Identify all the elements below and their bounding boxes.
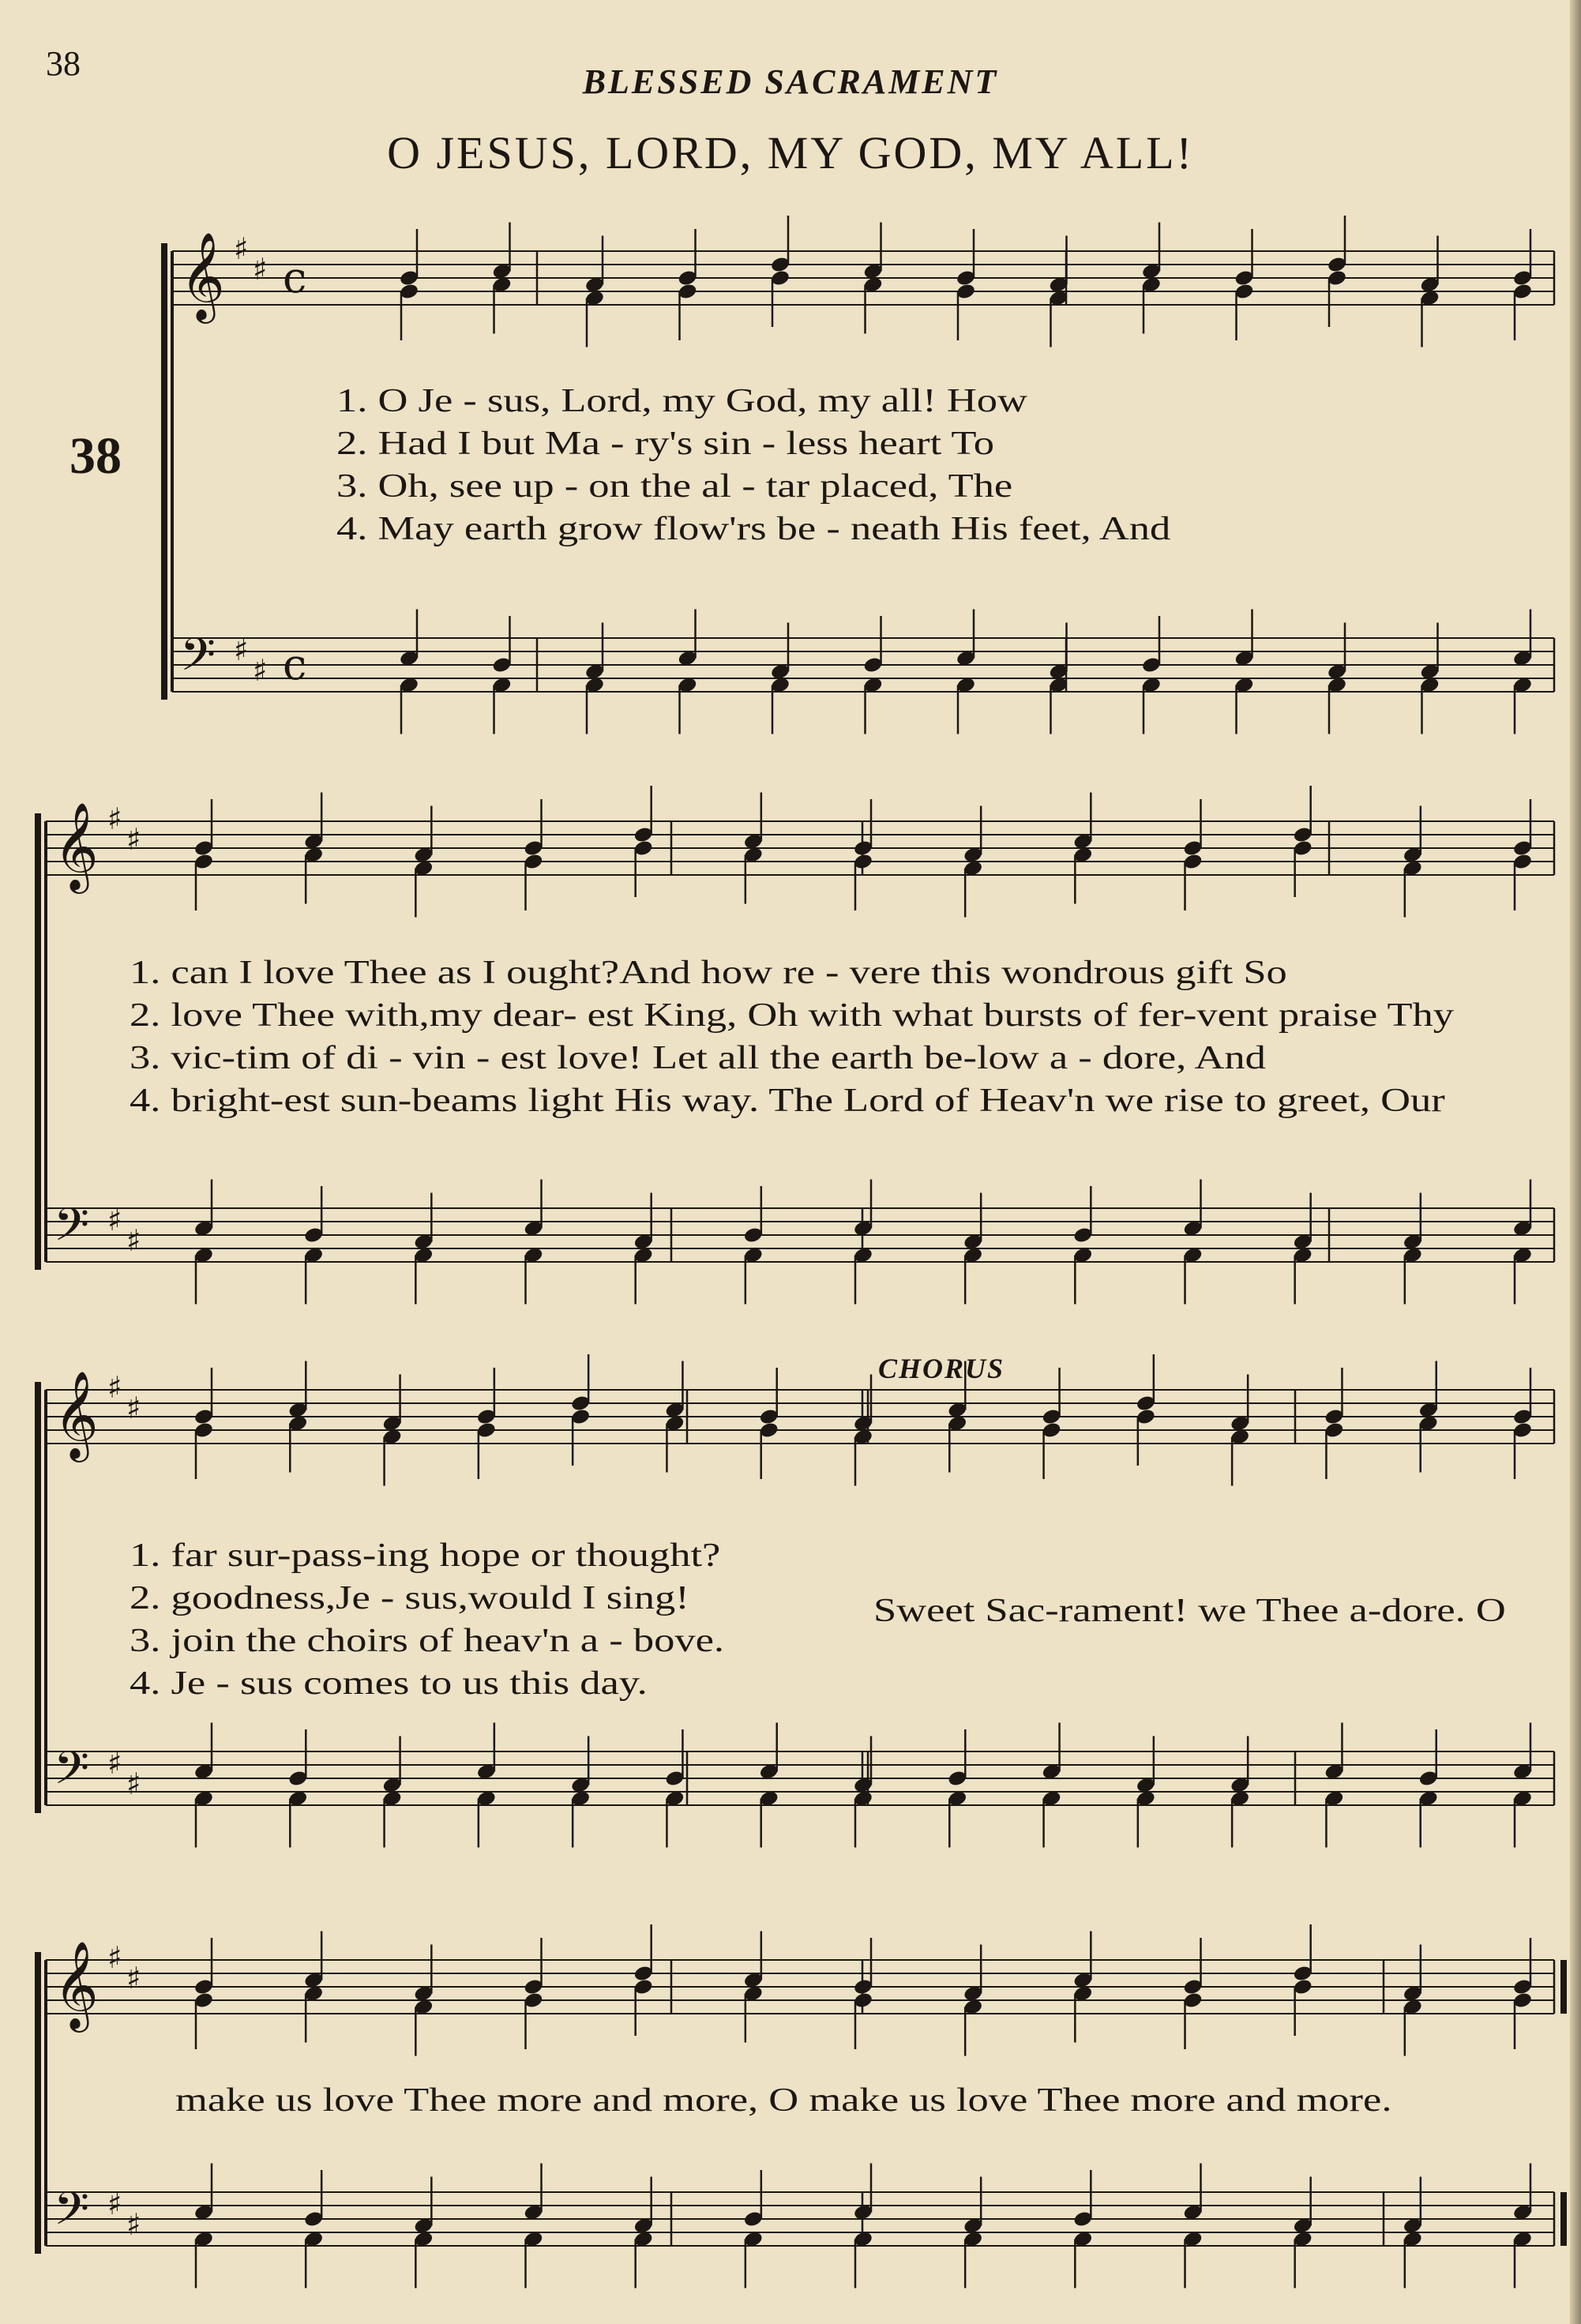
sharp-icon: ♯ <box>234 231 249 266</box>
sharp-icon: ♯ <box>107 1370 122 1405</box>
treble-clef-icon: 𝄞 <box>54 1940 99 2029</box>
bass-clef-icon: 𝄢 <box>54 2182 90 2247</box>
lyric-line: make us love Thee more and more, O make us love Thee more and more. <box>175 2082 1392 2119</box>
sharp-icon: ♯ <box>107 1203 122 1237</box>
sharp-icon: ♯ <box>107 1940 122 1975</box>
hymn-title: O JESUS, LORD, MY GOD, MY ALL! <box>387 127 1194 178</box>
hymn-number: 38 <box>69 427 122 485</box>
sharp-icon: ♯ <box>253 653 268 688</box>
treble-clef-icon: 𝄞 <box>180 231 225 320</box>
sharp-icon: ♯ <box>234 633 249 667</box>
lyric-line: 2. goodness,Je - sus,would I sing! <box>130 1580 689 1616</box>
lyric-line: 4. Je - sus comes to us this day. <box>130 1665 648 1702</box>
treble-clef-icon: 𝄞 <box>54 802 99 890</box>
page-number: 38 <box>46 44 81 83</box>
lyric-line: 4. May earth grow flow'rs be - neath His feet, And <box>336 511 1171 547</box>
treble-clef-icon: 𝄞 <box>54 1370 99 1459</box>
lyric-line: 4. bright-est sun-beams light His way. The Lord of Heav'n we rise to greet, Our <box>130 1083 1445 1119</box>
bass-clef-icon: 𝄢 <box>54 1198 90 1263</box>
lyric-line: 1. far sur-pass-ing hope or thought? <box>130 1537 721 1574</box>
lyric-line: 3. Oh, see up - on the al - tar placed, The <box>336 468 1013 505</box>
chorus-lyric-line: Sweet Sac-rament! we Thee a-dore. O <box>873 1593 1506 1629</box>
lyric-line: 2. love Thee with,my dear- est King, Oh with what bursts of fer-vent praise Thy <box>130 997 1455 1034</box>
sharp-icon: ♯ <box>126 1766 141 1801</box>
bass-clef-icon: 𝄢 <box>180 628 216 693</box>
bass-clef-icon: 𝄢 <box>54 1741 90 1806</box>
sharp-icon: ♯ <box>126 1391 141 1425</box>
sharp-icon: ♯ <box>126 822 141 857</box>
lyric-line: 1. can I love Thee as I ought?And how re - vere this wondrous gift So <box>130 955 1287 991</box>
common-time-icon: c <box>283 640 307 689</box>
sharp-icon: ♯ <box>253 252 268 287</box>
lyric-line: 3. join the choirs of heav'n a - bove. <box>130 1623 725 1659</box>
sharp-icon: ♯ <box>107 2187 122 2221</box>
section-title: BLESSED SACRAMENT <box>582 62 999 101</box>
chorus-label: CHORUS <box>878 1353 1005 1384</box>
sharp-icon: ♯ <box>107 1746 122 1781</box>
common-time-icon: c <box>283 253 307 302</box>
lyric-line: 1. O Je - sus, Lord, my God, my all! How <box>336 383 1027 419</box>
sharp-icon: ♯ <box>126 2207 141 2242</box>
lyric-line: 3. vic-tim of di - vin - est love! Let all the earth be-low a - dore, And <box>130 1040 1266 1076</box>
sharp-icon: ♯ <box>107 802 122 836</box>
lyric-line: 2. Had I but Ma - ry's sin - less heart To <box>336 426 995 462</box>
sharp-icon: ♯ <box>126 1961 141 1995</box>
sharp-icon: ♯ <box>126 1223 141 1258</box>
